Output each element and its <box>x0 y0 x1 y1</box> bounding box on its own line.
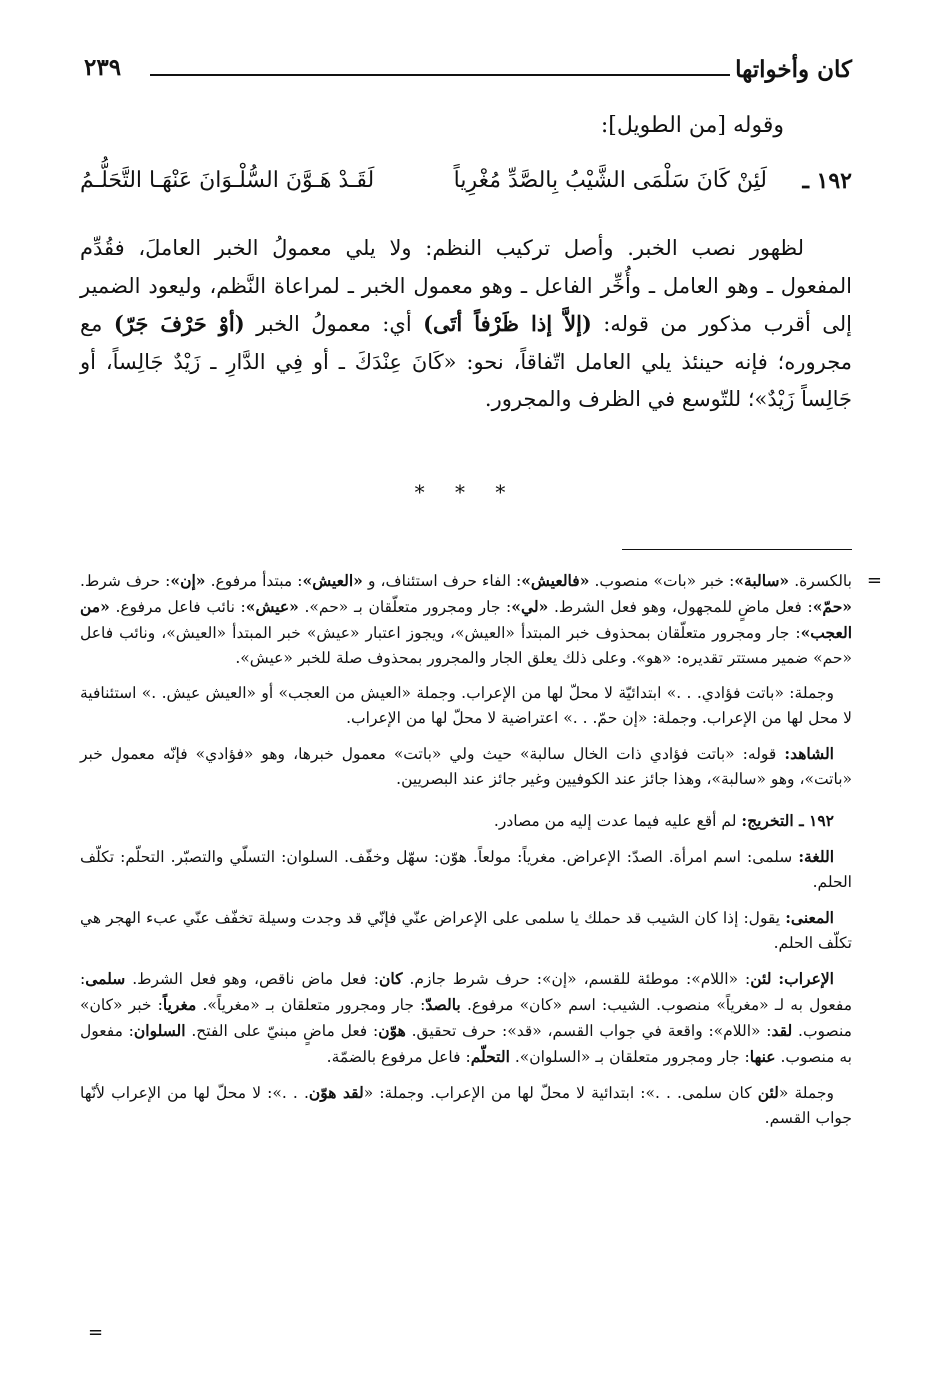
note-keyword: «العيش» <box>302 571 363 590</box>
note-text: وجملة « <box>778 1084 834 1102</box>
footnote-sentence-analysis: وجملة: «باتت فؤادي. . .» ابتدائيّة لا محلّ لها من الإعراب. وجملة «العيش من العجب» أو «العيش عيش. .» استئنافية لا محل لها من الإعراب. وجملة: «إن حمّ. . .» اعتراضية لا محلّ لها من الإعراب. <box>80 684 852 727</box>
note-text: كان سلمى. . .»: ابتدائية لا محلّ لها من الإعراب. وجملة: « <box>363 1084 758 1102</box>
note-text: يقول: إذا كان الشيب قد حملك يا سلمى على الإعراض عنّي فإنّي قد وجدت وسيلة تخفّف عنّي عبء الهجر هي تكلّف الحلم. <box>80 909 852 952</box>
note-text: سلمى: اسم امرأة. الصدّ: الإعراض. مغرياً: مولعاً. هوّن: سهّل وخفّف. السلوان: التسلّي والتصبّر. التحلّم: تكلّف الحلم. <box>80 848 852 891</box>
running-header <box>84 52 852 92</box>
continuation-mark: = <box>866 570 882 591</box>
note-text: : نائب فاعل مرفوع. <box>115 598 246 616</box>
paragraph-text: مع مجروره؛ فإنه حينئذ يلي العامل اتّفاقاً، نحو: «كَانَ عِنْدَكَ ـ أو فِي الدَّارِ ـ زَيْدٌ جَالِساً، أو جَالِساً زَيْدٌ»؛ للتّوسع في الظرف والمجرور. <box>80 312 852 411</box>
note-text: : مبتدأ مرفوع. <box>210 572 303 590</box>
footnote-parsing-continued <box>80 568 852 671</box>
note-keyword: عنها <box>749 1047 776 1066</box>
note-text: : فعل ماض ناقص، وهو فعل الشرط. <box>132 970 379 988</box>
note-text: : فاعل مرفوع بالضمّة. <box>326 1048 471 1066</box>
note-text: : خبر «بات» منصوب. <box>594 572 735 590</box>
note-text: بالكسرة. <box>794 572 852 590</box>
paragraph-text: لظهور نصب الخبر. وأصل تركيب النظم: ولا يلي معمولُ الخبر العاملَ، فقُدِّم المفعول ـ وهو العامل ـ وأُخِّر الفاعل ـ وهو معمول الخبر ـ لمراعاة النَّظم، وليعود الضمير إلى أقرب مذكور من قوله: <box>80 236 852 336</box>
main-paragraph <box>80 230 852 419</box>
note-keyword: لئن <box>750 969 772 988</box>
poem-verse <box>80 168 852 212</box>
page-number: ٢٣٩ <box>84 54 122 81</box>
note-text: : الفاء حرف استئناف، و <box>367 572 522 590</box>
note-text: لم أقع عليه فيما عدت إليه من مصادر. <box>493 812 737 830</box>
note-keyword: كان <box>379 969 403 988</box>
note-label: المعنى: <box>785 908 834 927</box>
first-hemistich: لَئِنْ كَانَ سَلْمَى الشَّيْبُ بِالصَّدِّ مُغْرِياً <box>453 168 767 193</box>
section-separator: * * * <box>414 480 518 504</box>
paragraph-text: أي: معمولُ الخبر <box>256 312 412 336</box>
note-text: : جار ومجرور متعلقان بـ «مغرياً». <box>202 996 426 1014</box>
note-text: : فعل ماضٍ مبنيّ على الفتح. <box>191 1022 379 1040</box>
footnote-vocabulary <box>80 844 852 895</box>
note-keyword: «حمّ» <box>812 597 852 616</box>
note-keyword: بالصدّ <box>425 995 461 1014</box>
note-text: : «اللام»: موطئة للقسم، «إن»: حرف شرط جازم. <box>409 970 751 988</box>
footnotes <box>80 568 852 1141</box>
verse-intro: وقوله [من الطويل]: <box>600 113 784 138</box>
note-keyword: «من العجب» <box>80 597 852 642</box>
note-keyword: «إن» <box>170 571 206 590</box>
note-keyword: «لي» <box>511 597 549 616</box>
note-label: اللغة: <box>798 847 834 866</box>
note-text: : خبر «كان» منصوب. <box>80 996 852 1040</box>
second-hemistich: لَقَـدْ هَـوَّنَ السُّلْـوَانَ عَنْهَـا التَّحَلُّـمُ <box>80 168 375 193</box>
note-text: : «اللام»: واقعة في جواب القسم، «قد»: حرف تحقيق. <box>411 1022 772 1040</box>
verse-number: ١٩٢ ـ <box>802 168 852 194</box>
note-keyword: «سالبة» <box>734 571 790 590</box>
note-keyword: لقد <box>771 1021 793 1040</box>
footnote-parsing <box>80 966 852 1070</box>
note-label: ١٩٢ ـ التخريج: <box>741 811 834 830</box>
note-keyword: لقد هوّن <box>308 1083 364 1102</box>
note-keyword: «فالعيش» <box>521 571 590 590</box>
note-label: الشاهد: <box>784 744 834 763</box>
note-keyword: سلمى <box>85 969 126 988</box>
note-text: . . .»: لا محلّ لها من الإعراب لأنّها جواب القسم. <box>80 1084 852 1127</box>
note-label: الإعراب: <box>778 969 834 988</box>
chapter-title: كان وأخواتها <box>735 56 852 83</box>
note-text: : مفعول به لـ «مغرياً» منصوب. الشيب: اسم «كان» مرفوع. <box>80 970 852 1014</box>
quoted-phrase: (إلاَّ إذا ظَرْفاً أتَى) <box>423 311 592 336</box>
note-text: : جار ومجرور متعلّقان بمحذوف خبر المبتدأ «العيش»، ويجوز اعتبار «عيش» خبر المبتدأ «العيش»، ونائب فاعل «حم» ضمير مستتر تقديره: «هو». وعلى ذلك يعلق الجار والمجرور بمحذوف صلة للخبر «عيش». <box>80 624 852 667</box>
note-keyword: لئن <box>757 1083 779 1102</box>
end-mark: = <box>88 1322 104 1343</box>
note-text: : جار ومجرور متعلقان بـ «السلوان». <box>514 1048 750 1066</box>
footnote-meaning <box>80 905 852 956</box>
note-keyword: التحلّم <box>470 1047 510 1066</box>
note-text: قوله: «باتت فؤادي ذات الخال سالبة» حيث ولي «باتت» معمول خبرها، وهو «فؤادي» فإنّه معمول خبر «باتت»، وهو «سالبة»، وهذا جائز عند الكوفيين وغير جائز عند البصريين. <box>80 745 852 788</box>
footnote-rule <box>622 549 852 550</box>
note-keyword: السلوان <box>133 1021 186 1040</box>
note-text: : جار ومجرور متعلّقان بـ «حم». <box>304 598 512 616</box>
quoted-phrase: (أوْ حَرْفَ جَرّ) <box>113 311 245 336</box>
note-text: : مفعول به منصوب. <box>80 1022 852 1066</box>
note-keyword: مغرياً <box>162 995 197 1014</box>
note-text: : فعل ماضٍ للمجهول، وهو فعل الشرط. <box>553 598 813 616</box>
footnote-evidence <box>80 741 852 792</box>
footnote-sentence-analysis-2 <box>80 1080 852 1131</box>
header-rule <box>150 74 730 76</box>
note-keyword: هوّن <box>378 1021 406 1040</box>
note-keyword: «عيش» <box>245 597 299 616</box>
note-text: : حرف شرط. <box>80 572 171 590</box>
footnote-source <box>80 808 852 834</box>
